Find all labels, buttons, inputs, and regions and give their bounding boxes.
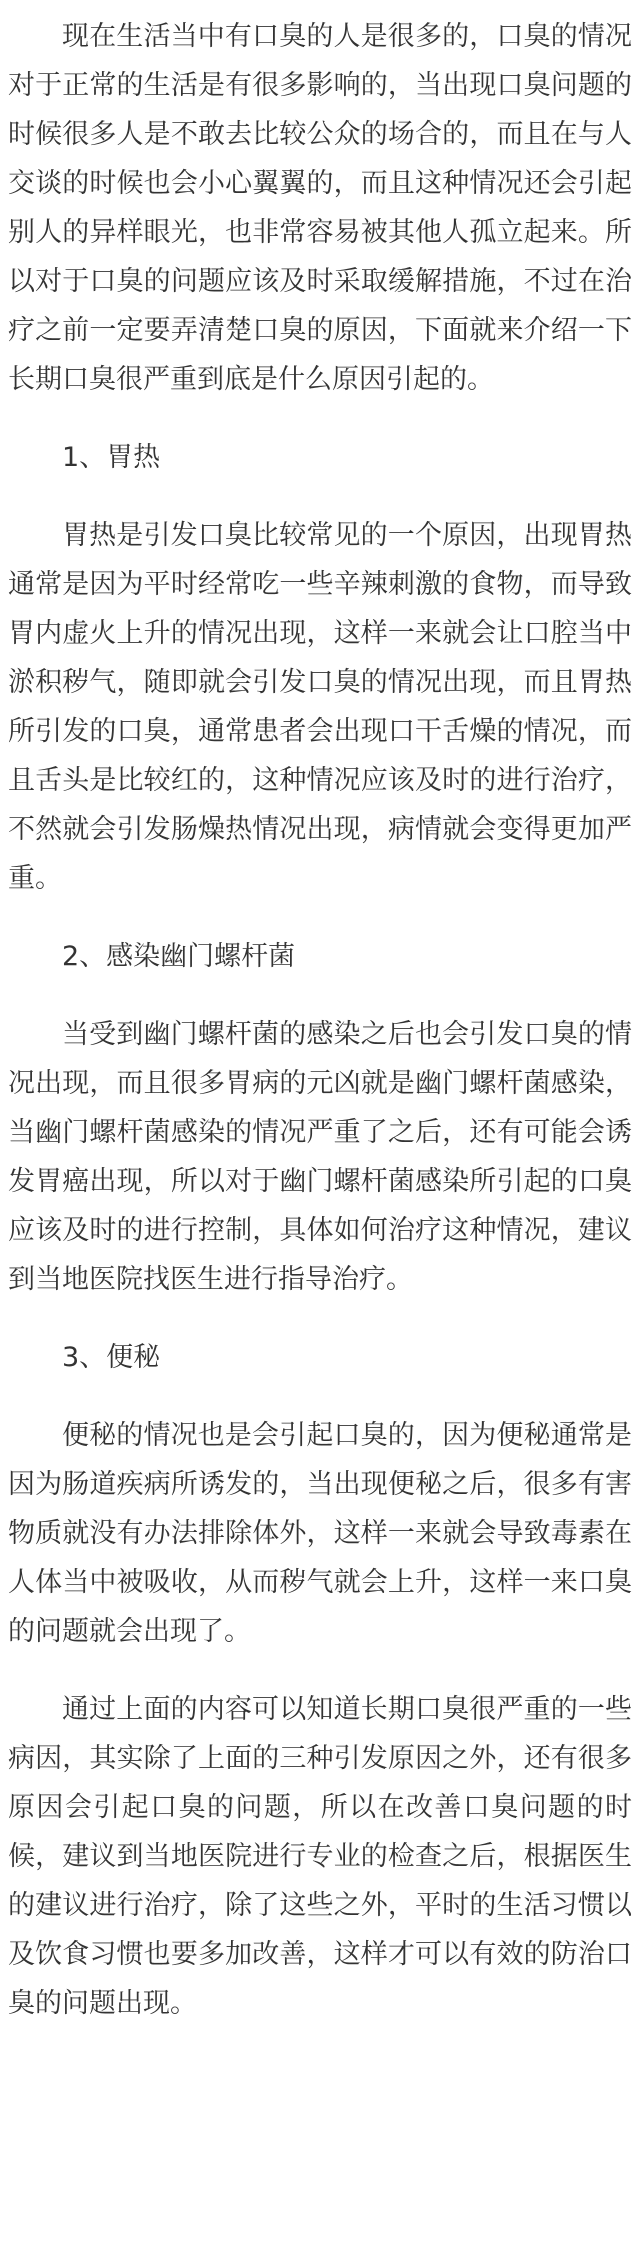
section-body-constipation: 便秘的情况也是会引起口臭的，因为便秘通常是因为肠道疾病所诱发的，当出现便秘之后，很多有害物质就没有办法排除体外，这样一来就会导致毒素在人体当中被吸收，从而秽气就会上升，这样一来口臭的问题就会出现了。 [8,1420,632,1647]
section-heading-constipation: 3、便秘 [62,1342,161,1373]
section-body-helicobacter: 当受到幽门螺杆菌的感染之后也会引发口臭的情况出现，而且很多胃病的元凶就是幽门螺杆菌感染，当幽门螺杆菌感染的情况严重了之后，还有可能会诱发胃癌出现，所以对于幽门螺杆菌感染所引起的口臭应该及时的进行控制，具体如何治疗这种情况，建议到当地医院找医生进行指导治疗。 [8,1019,632,1295]
section-heading-helicobacter: 2、感染幽门螺杆菌 [62,941,296,972]
conclusion-paragraph: 通过上面的内容可以知道长期口臭很严重的一些病因，其实除了上面的三种引发原因之外，还有很多原因会引起口臭的问题，所以在改善口臭问题的时候，建议到当地医院进行专业的检查之后，根据医生的建议进行治疗，除了这些之外，平时的生活习惯以及饮食习惯也要多加改善，这样才可以有效的防治口臭的问题出现。 [8,1694,632,2019]
intro-paragraph: 现在生活当中有口臭的人是很多的，口臭的情况对于正常的生活是有很多影响的，当出现口臭问题的时候很多人是不敢去比较公众的场合的，而且在与人交谈的时候也会小心翼翼的，而且这种情况还会引起别人的异样眼光，也非常容易被其他人孤立起来。所以对于口臭的问题应该及时采取缓解措施，不过在治疗之前一定要弄清楚口臭的原因，下面就来介绍一下长期口臭很严重到底是什么原因引起的。 [8,21,632,395]
section-body-stomach-heat: 胃热是引发口臭比较常见的一个原因，出现胃热通常是因为平时经常吃一些辛辣刺激的食物，而导致胃内虚火上升的情况出现，这样一来就会让口腔当中淤积秽气，随即就会引发口臭的情况出现，而且胃热所引发的口臭，通常患者会出现口干舌燥的情况，而且舌头是比较红的，这种情况应该及时的进行治疗，不然就会引发肠燥热情况出现，病情就会变得更加严重。 [8,520,632,894]
section-heading-stomach-heat: 1、胃热 [62,442,161,473]
